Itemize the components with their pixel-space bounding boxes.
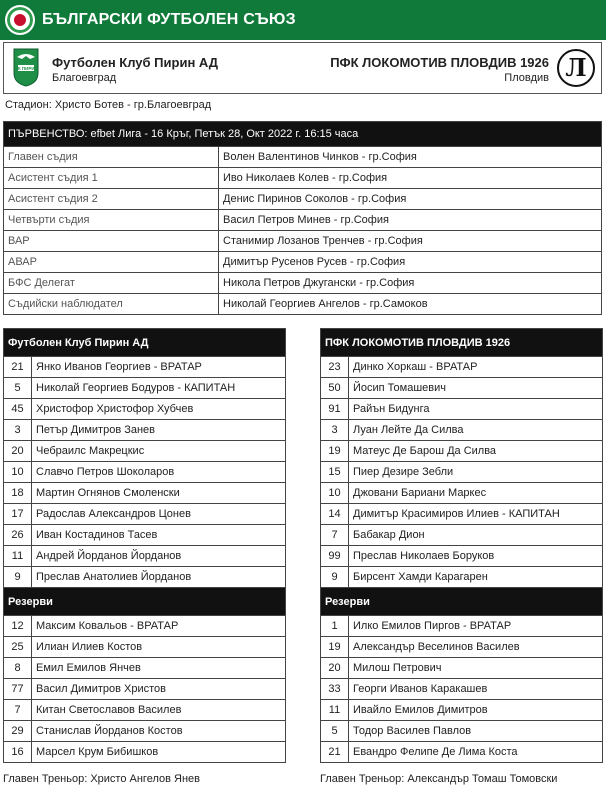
player-row bbox=[4, 462, 286, 483]
player-number: 11 bbox=[321, 700, 349, 721]
official-row bbox=[4, 147, 602, 168]
reserve-row bbox=[4, 679, 286, 700]
reserve-row bbox=[321, 616, 603, 637]
player-name: Славчо Петров Шоколаров bbox=[32, 462, 286, 483]
player-name: Христофор Христофор Хубчев bbox=[32, 399, 286, 420]
home-team-name: Футболен Клуб Пирин АД bbox=[52, 55, 219, 70]
player-name: Динко Хоркаш - ВРАТАР bbox=[349, 357, 603, 378]
player-number: 21 bbox=[321, 742, 349, 763]
player-number: 21 bbox=[4, 357, 32, 378]
home-coach: Главен Треньор: Христо Ангелов Янев bbox=[3, 773, 200, 785]
player-number: 10 bbox=[321, 483, 349, 504]
official-role: ВАР bbox=[4, 231, 219, 252]
bfs-logo-icon bbox=[5, 5, 35, 35]
reserve-row bbox=[4, 742, 286, 763]
official-row bbox=[4, 252, 602, 273]
player-name: Илко Емилов Пиргов - ВРАТАР bbox=[349, 616, 603, 637]
player-name: Милош Петрович bbox=[349, 658, 603, 679]
player-number: 10 bbox=[4, 462, 32, 483]
player-number: 23 bbox=[321, 357, 349, 378]
reserve-row bbox=[321, 658, 603, 679]
player-name: Илиан Илиев Костов bbox=[32, 637, 286, 658]
reserve-row bbox=[4, 637, 286, 658]
player-name: Николай Георгиев Бодуров - КАПИТАН bbox=[32, 378, 286, 399]
home-team-city: Благоевград bbox=[52, 72, 117, 84]
lokomotiv-logo-icon: Л bbox=[557, 49, 595, 87]
away-squad-title: ПФК ЛОКОМОТИВ ПЛОВДИВ 1926 bbox=[321, 329, 603, 357]
player-number: 33 bbox=[321, 679, 349, 700]
player-name: Евандро Фелипе Де Лима Коста bbox=[349, 742, 603, 763]
player-number: 17 bbox=[4, 504, 32, 525]
player-name: Петър Димитров Занев bbox=[32, 420, 286, 441]
pirin-eagle-logo-icon bbox=[12, 47, 40, 87]
reserves-header bbox=[4, 588, 286, 616]
official-role: Асистент съдия 2 bbox=[4, 189, 219, 210]
reserve-row bbox=[4, 658, 286, 679]
official-name: Васил Петров Минев - гр.София bbox=[219, 210, 602, 231]
official-name: Денис Пиринов Соколов - гр.София bbox=[219, 189, 602, 210]
match-teams-box bbox=[3, 42, 602, 94]
player-name: Георги Иванов Каракашев bbox=[349, 679, 603, 700]
player-name: Емил Емилов Янчев bbox=[32, 658, 286, 679]
player-number: 19 bbox=[321, 637, 349, 658]
player-name: Андрей Йорданов Йорданов bbox=[32, 546, 286, 567]
official-row bbox=[4, 273, 602, 294]
player-number: 1 bbox=[321, 616, 349, 637]
player-number: 20 bbox=[321, 658, 349, 679]
player-name: Александър Веселинов Василев bbox=[349, 637, 603, 658]
reserves-title: Резерви bbox=[4, 588, 286, 616]
player-name: Димитър Красимиров Илиев - КАПИТАН bbox=[349, 504, 603, 525]
player-name: Васил Димитров Христов bbox=[32, 679, 286, 700]
official-name: Станимир Лозанов Тренчев - гр.София bbox=[219, 231, 602, 252]
player-number: 45 bbox=[4, 399, 32, 420]
player-row bbox=[321, 399, 603, 420]
player-name: Янко Иванов Георгиев - ВРАТАР bbox=[32, 357, 286, 378]
player-number: 15 bbox=[321, 462, 349, 483]
player-name: Бирсент Хамди Карагарен bbox=[349, 567, 603, 588]
reserve-row bbox=[321, 700, 603, 721]
player-row bbox=[4, 525, 286, 546]
player-row bbox=[321, 378, 603, 399]
player-number: 25 bbox=[4, 637, 32, 658]
player-row bbox=[4, 546, 286, 567]
reserve-row bbox=[321, 721, 603, 742]
player-number: 20 bbox=[4, 441, 32, 462]
away-coach: Главен Треньор: Александър Томаш Томовски bbox=[320, 773, 558, 785]
player-name: Райън Бидунга bbox=[349, 399, 603, 420]
reserves-header bbox=[321, 588, 603, 616]
player-name: Китан Светославов Василев bbox=[32, 700, 286, 721]
player-row bbox=[4, 504, 286, 525]
player-row bbox=[321, 441, 603, 462]
player-number: 7 bbox=[4, 700, 32, 721]
reserve-row bbox=[321, 679, 603, 700]
player-row bbox=[4, 441, 286, 462]
player-row bbox=[321, 546, 603, 567]
player-row bbox=[4, 357, 286, 378]
player-name: Пиер Дезире Зебли bbox=[349, 462, 603, 483]
reserve-row bbox=[4, 721, 286, 742]
official-row bbox=[4, 168, 602, 189]
player-name: Ивайло Емилов Димитров bbox=[349, 700, 603, 721]
official-role: АВАР bbox=[4, 252, 219, 273]
player-name: Марсел Крум Бибишков bbox=[32, 742, 286, 763]
player-row bbox=[321, 357, 603, 378]
player-number: 18 bbox=[4, 483, 32, 504]
official-name: Иво Николаев Колев - гр.София bbox=[219, 168, 602, 189]
player-number: 8 bbox=[4, 658, 32, 679]
official-role: Главен съдия bbox=[4, 147, 219, 168]
official-name: Никола Петров Джугански - гр.София bbox=[219, 273, 602, 294]
official-row bbox=[4, 231, 602, 252]
player-number: 9 bbox=[321, 567, 349, 588]
home-squad-title: Футболен Клуб Пирин АД bbox=[4, 329, 286, 357]
player-number: 14 bbox=[321, 504, 349, 525]
player-number: 50 bbox=[321, 378, 349, 399]
player-number: 9 bbox=[4, 567, 32, 588]
player-number: 3 bbox=[321, 420, 349, 441]
player-name: Мартин Огнянов Смоленски bbox=[32, 483, 286, 504]
player-name: Чебраилс Макрецкис bbox=[32, 441, 286, 462]
official-role: Четвърти съдия bbox=[4, 210, 219, 231]
away-team-name: ПФК ЛОКОМОТИВ ПЛОВДИВ 1926 bbox=[330, 55, 549, 70]
player-number: 26 bbox=[4, 525, 32, 546]
player-name: Преслав Анатолиев Йорданов bbox=[32, 567, 286, 588]
player-name: Преслав Николаев Боруков bbox=[349, 546, 603, 567]
official-name: Николай Георгиев Ангелов - гр.Самоков bbox=[219, 294, 602, 315]
official-name: Волен Валентинов Чинков - гр.София bbox=[219, 147, 602, 168]
official-role: Асистент съдия 1 bbox=[4, 168, 219, 189]
player-row bbox=[321, 567, 603, 588]
player-row bbox=[4, 567, 286, 588]
player-row bbox=[321, 504, 603, 525]
player-number: 5 bbox=[4, 378, 32, 399]
player-name: Луан Лейте Да Силва bbox=[349, 420, 603, 441]
player-name: Максим Ковальов - ВРАТАР bbox=[32, 616, 286, 637]
player-name: Матеус Де Барош Да Силва bbox=[349, 441, 603, 462]
reserve-row bbox=[4, 700, 286, 721]
player-number: 3 bbox=[4, 420, 32, 441]
player-name: Иван Костадинов Тасев bbox=[32, 525, 286, 546]
reserve-row bbox=[321, 742, 603, 763]
official-row bbox=[4, 189, 602, 210]
player-row bbox=[4, 483, 286, 504]
player-number: 16 bbox=[4, 742, 32, 763]
player-name: Тодор Василев Павлов bbox=[349, 721, 603, 742]
svg-text:ФК ПИРИН: ФК ПИРИН bbox=[14, 66, 38, 71]
player-row bbox=[321, 462, 603, 483]
player-name: Радослав Александров Цонев bbox=[32, 504, 286, 525]
stadium-info: Стадион: Христо Ботев - гр.Благоевград bbox=[5, 99, 212, 111]
official-role: Съдийски наблюдател bbox=[4, 294, 219, 315]
player-name: Станислав Йорданов Костов bbox=[32, 721, 286, 742]
player-number: 29 bbox=[4, 721, 32, 742]
player-row bbox=[4, 399, 286, 420]
away-squad-table bbox=[320, 328, 603, 763]
player-row bbox=[321, 483, 603, 504]
reserve-row bbox=[4, 616, 286, 637]
official-row bbox=[4, 210, 602, 231]
player-row bbox=[4, 378, 286, 399]
player-number: 12 bbox=[4, 616, 32, 637]
federation-title: БЪЛГАРСКИ ФУТБОЛЕН СЪЮЗ bbox=[42, 11, 296, 28]
player-number: 7 bbox=[321, 525, 349, 546]
player-number: 19 bbox=[321, 441, 349, 462]
home-squad-table bbox=[3, 328, 286, 763]
player-number: 5 bbox=[321, 721, 349, 742]
competition-info: ПЪРВЕНСТВО: efbet Лига - 16 Кръг, Петък 28, Окт 2022 г. 16:15 часа bbox=[4, 122, 602, 147]
official-name: Димитър Русенов Русев - гр.София bbox=[219, 252, 602, 273]
player-row bbox=[4, 420, 286, 441]
player-number: 99 bbox=[321, 546, 349, 567]
player-name: Йосип Томашевич bbox=[349, 378, 603, 399]
player-name: Бабакар Дион bbox=[349, 525, 603, 546]
player-number: 77 bbox=[4, 679, 32, 700]
federation-header bbox=[0, 0, 606, 40]
away-team-city: Пловдив bbox=[504, 72, 549, 84]
player-number: 91 bbox=[321, 399, 349, 420]
official-role: БФС Делегат bbox=[4, 273, 219, 294]
player-number: 11 bbox=[4, 546, 32, 567]
officials-table bbox=[3, 121, 602, 315]
player-row bbox=[321, 420, 603, 441]
official-row bbox=[4, 294, 602, 315]
reserve-row bbox=[321, 637, 603, 658]
reserves-title: Резерви bbox=[321, 588, 603, 616]
player-row bbox=[321, 525, 603, 546]
player-name: Джовани Бариани Маркес bbox=[349, 483, 603, 504]
